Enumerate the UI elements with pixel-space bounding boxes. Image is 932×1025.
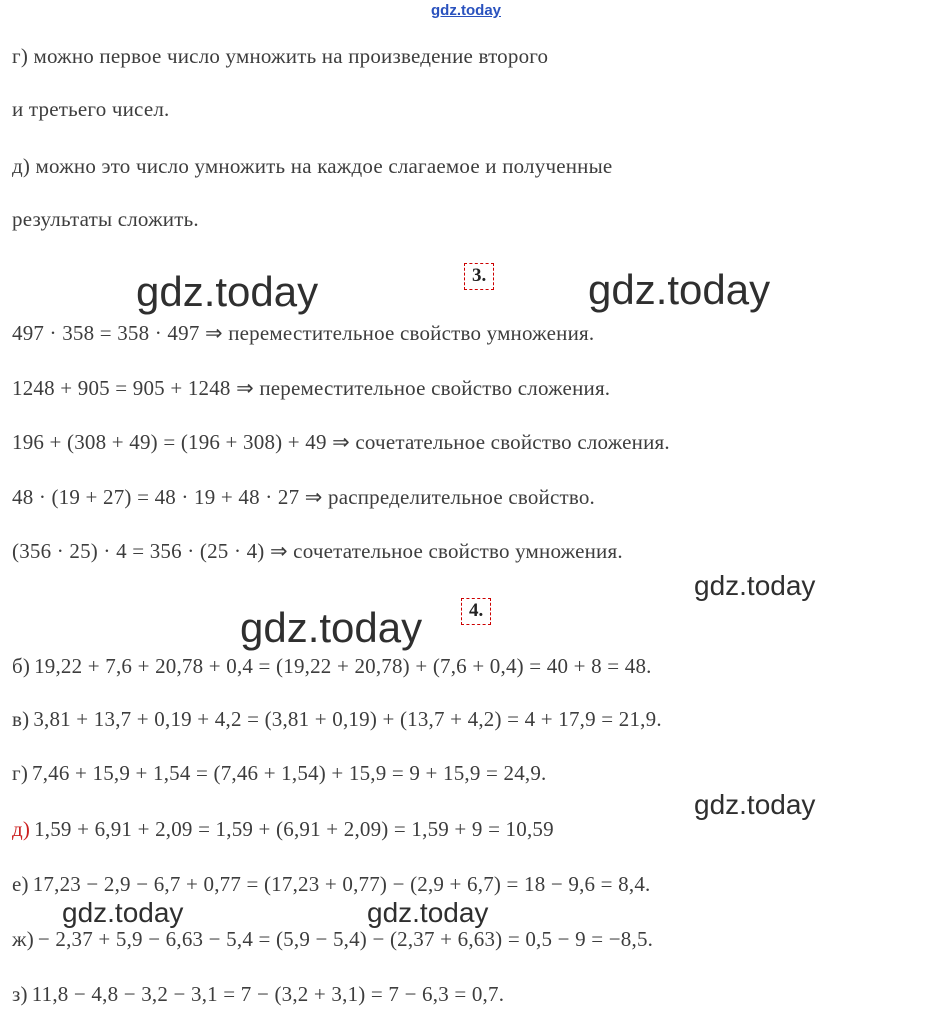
math-line: 1248 + 905 = 905 + 1248 ⇒ переместительное свойство сложения. [12,376,611,400]
line-text: 3,81 + 13,7 + 0,19 + 4,2 = (3,81 + 0,19) + (13,7 + 4,2) = 4 + 17,9 = 21,9. [33,707,662,731]
math-line [12,817,554,842]
math-line [12,982,504,1007]
math-line [12,927,653,952]
header-site-link[interactable]: gdz.today [431,2,501,19]
math-line: 196 + (308 + 49) = (196 + 308) + 49 ⇒ сочетательное свойство сложения. [12,430,670,454]
watermark: gdz.today [240,604,423,651]
line-text: 7,46 + 15,9 + 1,54 = (7,46 + 1,54) + 15,9 = 9 + 15,9 = 24,9. [32,761,547,785]
watermark: gdz.today [62,897,184,928]
line-text: 1,59 + 6,91 + 2,09 = 1,59 + (6,91 + 2,09) = 1,59 + 9 = 10,59 [34,817,554,841]
math-line: 497 · 358 = 358 · 497 ⇒ переместительное свойство умножения. [12,321,595,345]
intro-line: д) можно это число умножить на каждое слагаемое и полученные [12,154,613,178]
line-label: б) [12,654,31,678]
intro-line: г) можно первое число умножить на произведение второго [12,44,549,68]
math-line [12,872,650,897]
math-line [12,707,662,732]
line-text: − 2,37 + 5,9 − 6,63 − 5,4 = (5,9 − 5,4) − (2,37 + 6,63) = 0,5 − 9 = −8,5. [37,927,654,951]
watermark: gdz.today [694,789,816,820]
math-line: (356 · 25) · 4 = 356 · (25 · 4) ⇒ сочетательное свойство умножения. [12,539,623,563]
watermark: gdz.today [367,897,489,928]
line-label: е) [12,872,29,896]
line-label: з) [12,982,28,1006]
line-label: г) [12,761,29,785]
section-number-box: 4. [461,598,491,625]
math-line [12,654,652,679]
section-number-box: 3. [464,263,494,290]
line-label: в) [12,707,30,731]
line-label: ж) [12,927,34,951]
intro-line: результаты сложить. [12,207,199,231]
watermark: gdz.today [136,268,319,315]
watermark: gdz.today [588,266,771,313]
watermark: gdz.today [694,570,816,601]
line-text: 11,8 − 4,8 − 3,2 − 3,1 = 7 − (3,2 + 3,1) = 7 − 6,3 = 0,7. [31,982,505,1006]
intro-line: и третьего чисел. [12,97,170,121]
math-line: 48 · (19 + 27) = 48 · 19 + 48 · 27 ⇒ распределительное свойство. [12,485,596,509]
line-text: 19,22 + 7,6 + 20,78 + 0,4 = (19,22 + 20,78) + (7,6 + 0,4) = 40 + 8 = 48. [34,654,652,678]
math-line [12,761,547,786]
line-text: 17,23 − 2,9 − 6,7 + 0,77 = (17,23 + 0,77) − (2,9 + 6,7) = 18 − 9,6 = 8,4. [32,872,651,896]
line-label: д) [12,817,31,841]
